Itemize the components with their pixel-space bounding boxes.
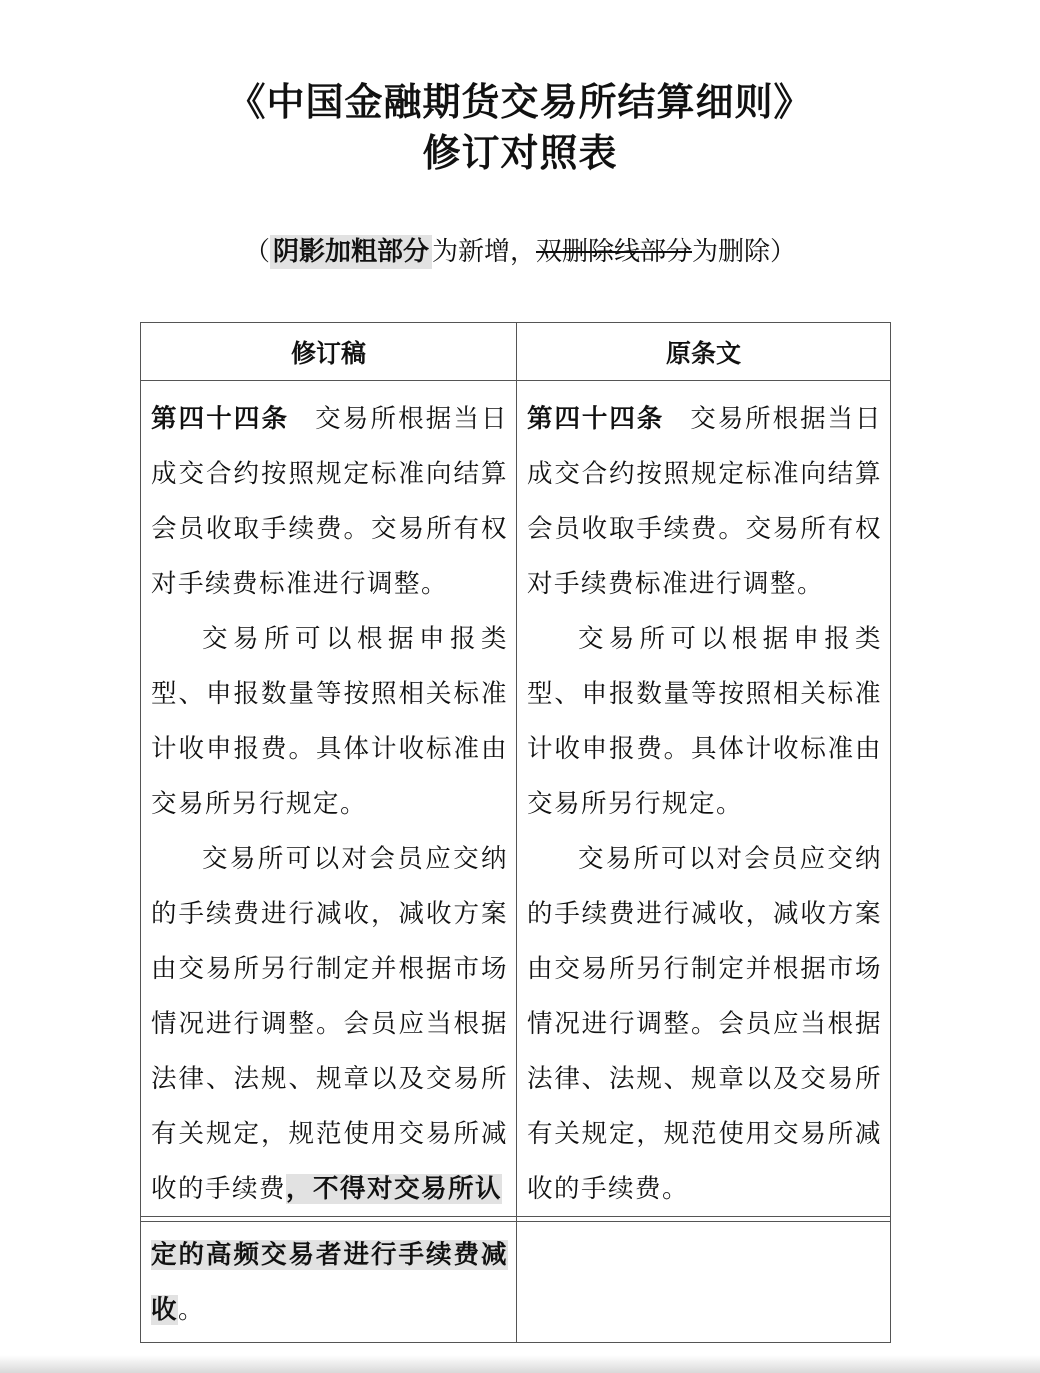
- legend-added-sample: 阴影加粗部分: [270, 235, 432, 269]
- header-original: 原条文: [517, 323, 891, 381]
- original-cell: [517, 381, 891, 1222]
- original-paragraph-2: 交易所可以根据申报类型、申报数量等按照相关标准计收申报费。具体计收标准由交易所另行规定。: [527, 624, 882, 819]
- revised-paragraph-1: [151, 392, 508, 612]
- original-paragraph-1: [527, 392, 882, 612]
- legend-added-text: 为新增，: [431, 237, 536, 267]
- original-paragraph-3: 交易所可以对会员应交纳的手续费进行减收，减收方案由交易所另行制定并根据市场情况进行调整。会员应当根据法律、法规、规章以及交易所有关规定，规范使用交易所减收的手续费。: [527, 844, 882, 1204]
- revised-paragraph-2: 交易所可以根据申报类型、申报数量等按照相关标准计收申报费。具体计收标准由交易所另行规定。: [151, 624, 508, 819]
- revised-p1-text: 交易所根据当日成交合约按照规定标准向结算会员收取手续费。交易所有权对手续费标准进行调整。: [151, 404, 508, 599]
- revised-paragraph-3: [151, 832, 508, 1217]
- header-revised: 修订稿: [141, 323, 517, 381]
- table-header-row: [141, 323, 891, 381]
- revised-cell: [141, 381, 517, 1222]
- legend-open-paren: （: [243, 237, 270, 267]
- revised-p3-added-text: ，不得对交易所认: [286, 1174, 503, 1204]
- legend-deleted-sample: 双删除线部分: [536, 237, 693, 267]
- original-p1-text: 交易所根据当日成交合约按照规定标准向结算会员收取手续费。交易所有权对手续费标准进行调整。: [527, 404, 882, 599]
- document-title: 《中国金融期货交易所结算细则》: [227, 80, 813, 124]
- table-row: [141, 1217, 891, 1343]
- page-bottom-shadow: [0, 1355, 1040, 1373]
- comparison-table: [140, 322, 891, 1222]
- revised-continuation-end: 。: [178, 1295, 206, 1325]
- revised-article-number: 第四十四条: [151, 404, 290, 434]
- original-article-number: 第四十四条: [527, 404, 665, 434]
- document-subtitle: 修订对照表: [422, 131, 618, 175]
- original-continuation-cell: [517, 1217, 891, 1343]
- revised-continuation-added-text: 定的高频交易者进行手续费减收: [151, 1240, 508, 1325]
- revised-continuation-cell: [141, 1217, 517, 1343]
- comparison-table-continuation: [140, 1216, 891, 1343]
- table-row: [141, 381, 891, 1222]
- revised-p3-text: 交易所可以对会员应交纳的手续费进行减收，减收方案由交易所另行制定并根据市场情况进行调整。会员应当根据法律、法规、规章以及交易所有关规定，规范使用交易所减收的手续费: [151, 844, 508, 1204]
- legend-deleted-text: 为删除）: [692, 237, 797, 267]
- legend: [0, 231, 1040, 273]
